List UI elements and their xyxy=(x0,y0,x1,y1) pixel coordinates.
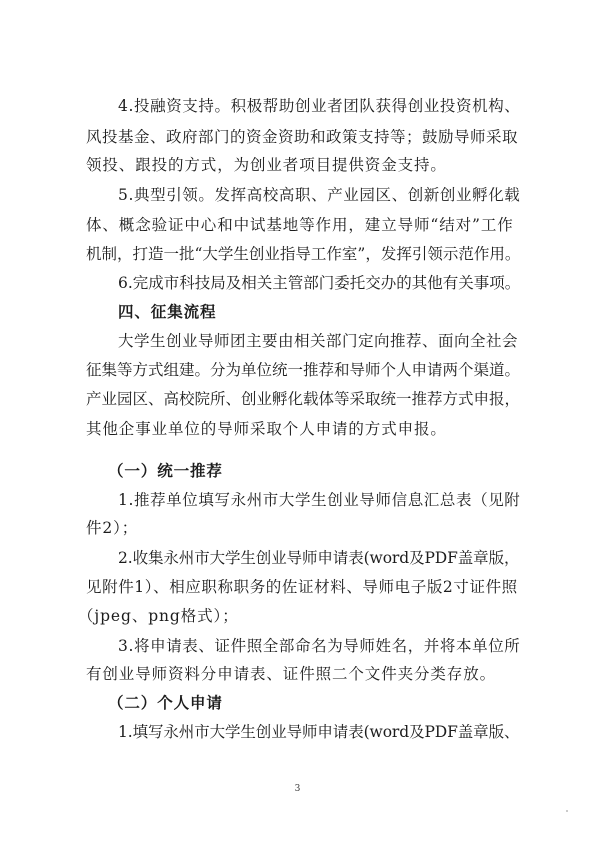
paragraph-line: 有创业导师资料分申请表、证件照二个文件夹分类存放。 xyxy=(86,665,497,683)
scan-speck xyxy=(566,810,568,812)
paragraph-line: 5.典型引领。发挥高校高职、产业园区、创新创业孵化载 xyxy=(118,186,521,204)
paragraph-line: 大学生创业导师团主要由相关部门定向推荐、面向全社会 xyxy=(118,332,519,350)
paragraph-line: 件2）； xyxy=(86,519,139,537)
paragraph-line: 征集等方式组建。分为单位统一推荐和导师个人申请两个渠道。 xyxy=(86,361,521,379)
subsection-heading: （一）统一推荐 xyxy=(108,462,223,480)
paragraph-line: 机制，打造一批“大学生创业指导工作室”，发挥引领示范作用。 xyxy=(86,245,521,263)
subsection-heading: （二）个人申请 xyxy=(108,694,223,712)
paragraph-line: 其他企事业单位的导师采取个人申请的方式申报。 xyxy=(86,420,447,438)
paragraph-line: 1.填写永州市大学生创业导师申请表(word及PDF盖章版、 xyxy=(118,723,520,741)
paragraph-line: 风投基金、政府部门的资金资助和政策支持等；鼓励导师采取 xyxy=(86,128,519,146)
paragraph-line: 产业园区、高校院所、创业孵化载体等采取统一推荐方式申报， xyxy=(86,390,521,408)
paragraph-line: 领投、跟投的方式，为创业者项目提供资金支持。 xyxy=(86,156,447,174)
paragraph-line: 见附件1）、相应职称职务的佐证材料、导师电子版2寸证件照 xyxy=(86,578,518,596)
section-heading: 四、征集流程 xyxy=(118,303,217,321)
paragraph-line: 3.将申请表、证件照全部命名为导师姓名，并将本单位所 xyxy=(118,637,521,655)
paragraph-line: 1.推荐单位填写永州市大学生创业导师信息汇总表（见附 xyxy=(118,491,521,509)
paragraph-line: 2.收集永州市大学生创业导师申请表(word及PDF盖章版， xyxy=(118,549,520,567)
page-number: 3 xyxy=(294,784,301,794)
paragraph-line: 6.完成市科技局及相关主管部门委托交办的其他有关事项。 xyxy=(118,274,521,292)
paragraph-line: 体、概念验证中心和中试基地等作用，建立导师“结对”工作 xyxy=(86,216,514,234)
paragraph-line: 4.投融资支持。积极帮助创业者团队获得创业投资机构、 xyxy=(118,97,521,115)
paragraph-line: （jpeg、png格式）； xyxy=(78,607,239,625)
